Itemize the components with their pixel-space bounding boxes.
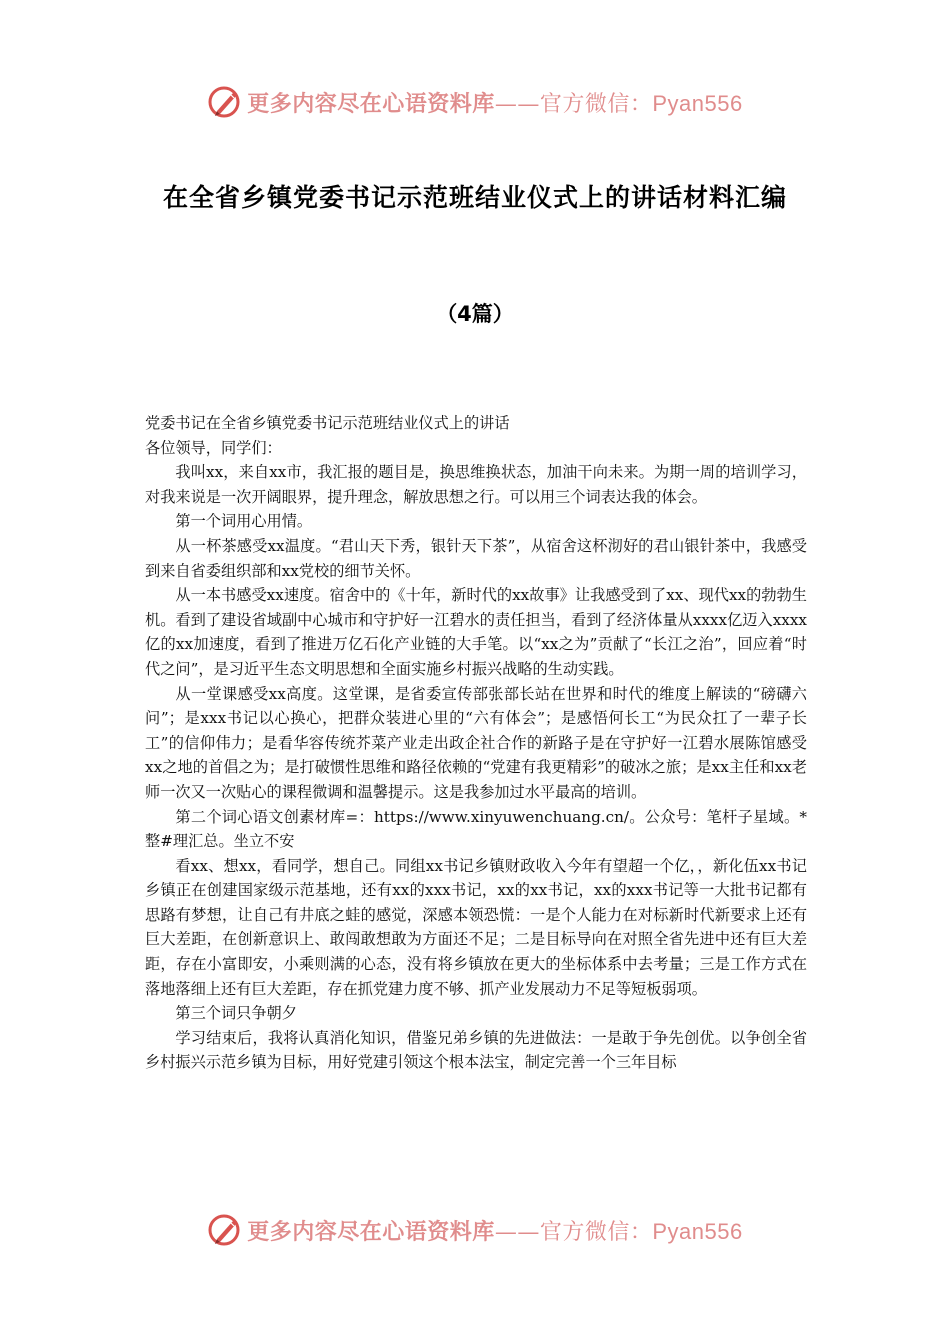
pen-logo-icon [207, 1212, 243, 1248]
document-body [145, 411, 807, 1075]
paragraph: 第三个词只争朝夕 [175, 1004, 297, 1023]
watermark-trail: 官方微信： [539, 91, 653, 117]
watermark-dash: —— [494, 1219, 540, 1245]
watermark-text [247, 1215, 742, 1246]
watermark-lead: 更多内容尽在心语资料库 [247, 90, 495, 117]
watermark-wechat-id: Pyan556 [652, 1218, 743, 1244]
watermark-banner-bottom [0, 1208, 950, 1252]
watermark-trail: 官方微信： [539, 1219, 653, 1245]
watermark-dash: —— [494, 91, 540, 117]
watermark-banner-top [0, 80, 950, 124]
paragraph: 第二个词心语文创素材库=：https://www.xinyuwenchuang.cn/。公众号：笔杆子星域。*整#理汇总。坐立不安 [145, 807, 807, 851]
document-count: （4篇） [436, 302, 514, 326]
paragraph: 看xx、想xx，看同学，想自己。同组xx书记乡镇财政收入今年有望超一个亿，，新化伍xx书记乡镇正在创建国家级示范基地，还有xx的xxx书记，xx的xx书记，xx的xxx书记等一大批书记都有思路有梦想，让自己有井底之蛙的感觉，深感本领恐慌：一是个人能力在对标新时代新要求上还有巨大差距，在创新意识上、敢闯敢想敢为方面还不足；二是目标导向在对照全省先进中还有巨大差距，存在小富即安，小乘则满的心态，没有将乡镇放在更大的坐标体系中去考量；三是工作方式在落地落细上还有巨大差距，存在抓党建力度不够、抓产业发展动力不足等短板弱项。 [145, 856, 807, 998]
paragraph: 我叫xx，来自xx市，我汇报的题目是，换思维换状态，加油干向未来。为期一周的培训学习，对我来说是一次开阔眼界，提升理念，解放思想之行。可以用三个词表达我的体会。 [145, 463, 807, 506]
section-heading: 党委书记在全省乡镇党委书记示范班结业仪式上的讲话 [145, 414, 510, 432]
document-title: 在全省乡镇党委书记示范班结业仪式上的讲话材料汇编 [162, 183, 787, 212]
watermark-text [247, 87, 742, 118]
paragraph: 第一个词用心用情。 [175, 512, 313, 531]
pen-logo-icon [207, 84, 243, 120]
salutation: 各位领导，同学们： [145, 438, 282, 457]
watermark-lead: 更多内容尽在心语资料库 [247, 1218, 495, 1245]
paragraph: 从一本书感受xx速度。宿舍中的《十年，新时代的xx故事》让我感受到了xx、现代xx的勃勃生机。看到了建设省域副中心城市和守护好一江碧水的责任担当，看到了经济体量从xxxx亿迈入xxxx亿的xx加速度，看到了推进万亿石化产业链的大手笔。以“xx之为”贡献了“长江之治”，回应着“时代之问”，是习近平生态文明思想和全面实施乡村振兴战略的生动实践。 [145, 586, 807, 678]
paragraph: 从一堂课感受xx高度。这堂课，是省委宣传部张部长站在世界和时代的维度上解读的“磅礴六问”；是xxx书记以心换心，把群众装进心里的“六有体会”；是感悟何长工“为民众扛了一辈子长工”的信仰伟力；是看华容传统芥菜产业走出政企社合作的新路子是在守护好一江碧水展陈馆感受xx之地的首倡之为；是打破惯性思维和路径依赖的“党建有我更精彩”的破冰之旅；是xx主任和xx老师一次又一次贴心的课程微调和温馨提示。这是我参加过水平最高的培训。 [145, 684, 807, 801]
watermark-wechat-id: Pyan556 [652, 90, 743, 116]
paragraph: 从一杯茶感受xx温度。“君山天下秀，银针天下茶”，从宿舍这杯沏好的君山银针茶中，我感受到来自省委组织部和xx党校的细节关怀。 [145, 536, 807, 580]
paragraph: 学习结束后，我将认真消化知识，借鉴兄弟乡镇的先进做法：一是敢于争先创优。以争创全省乡村振兴示范乡镇为目标，用好党建引领这个根本法宝，制定完善一个三年目标 [145, 1028, 807, 1072]
